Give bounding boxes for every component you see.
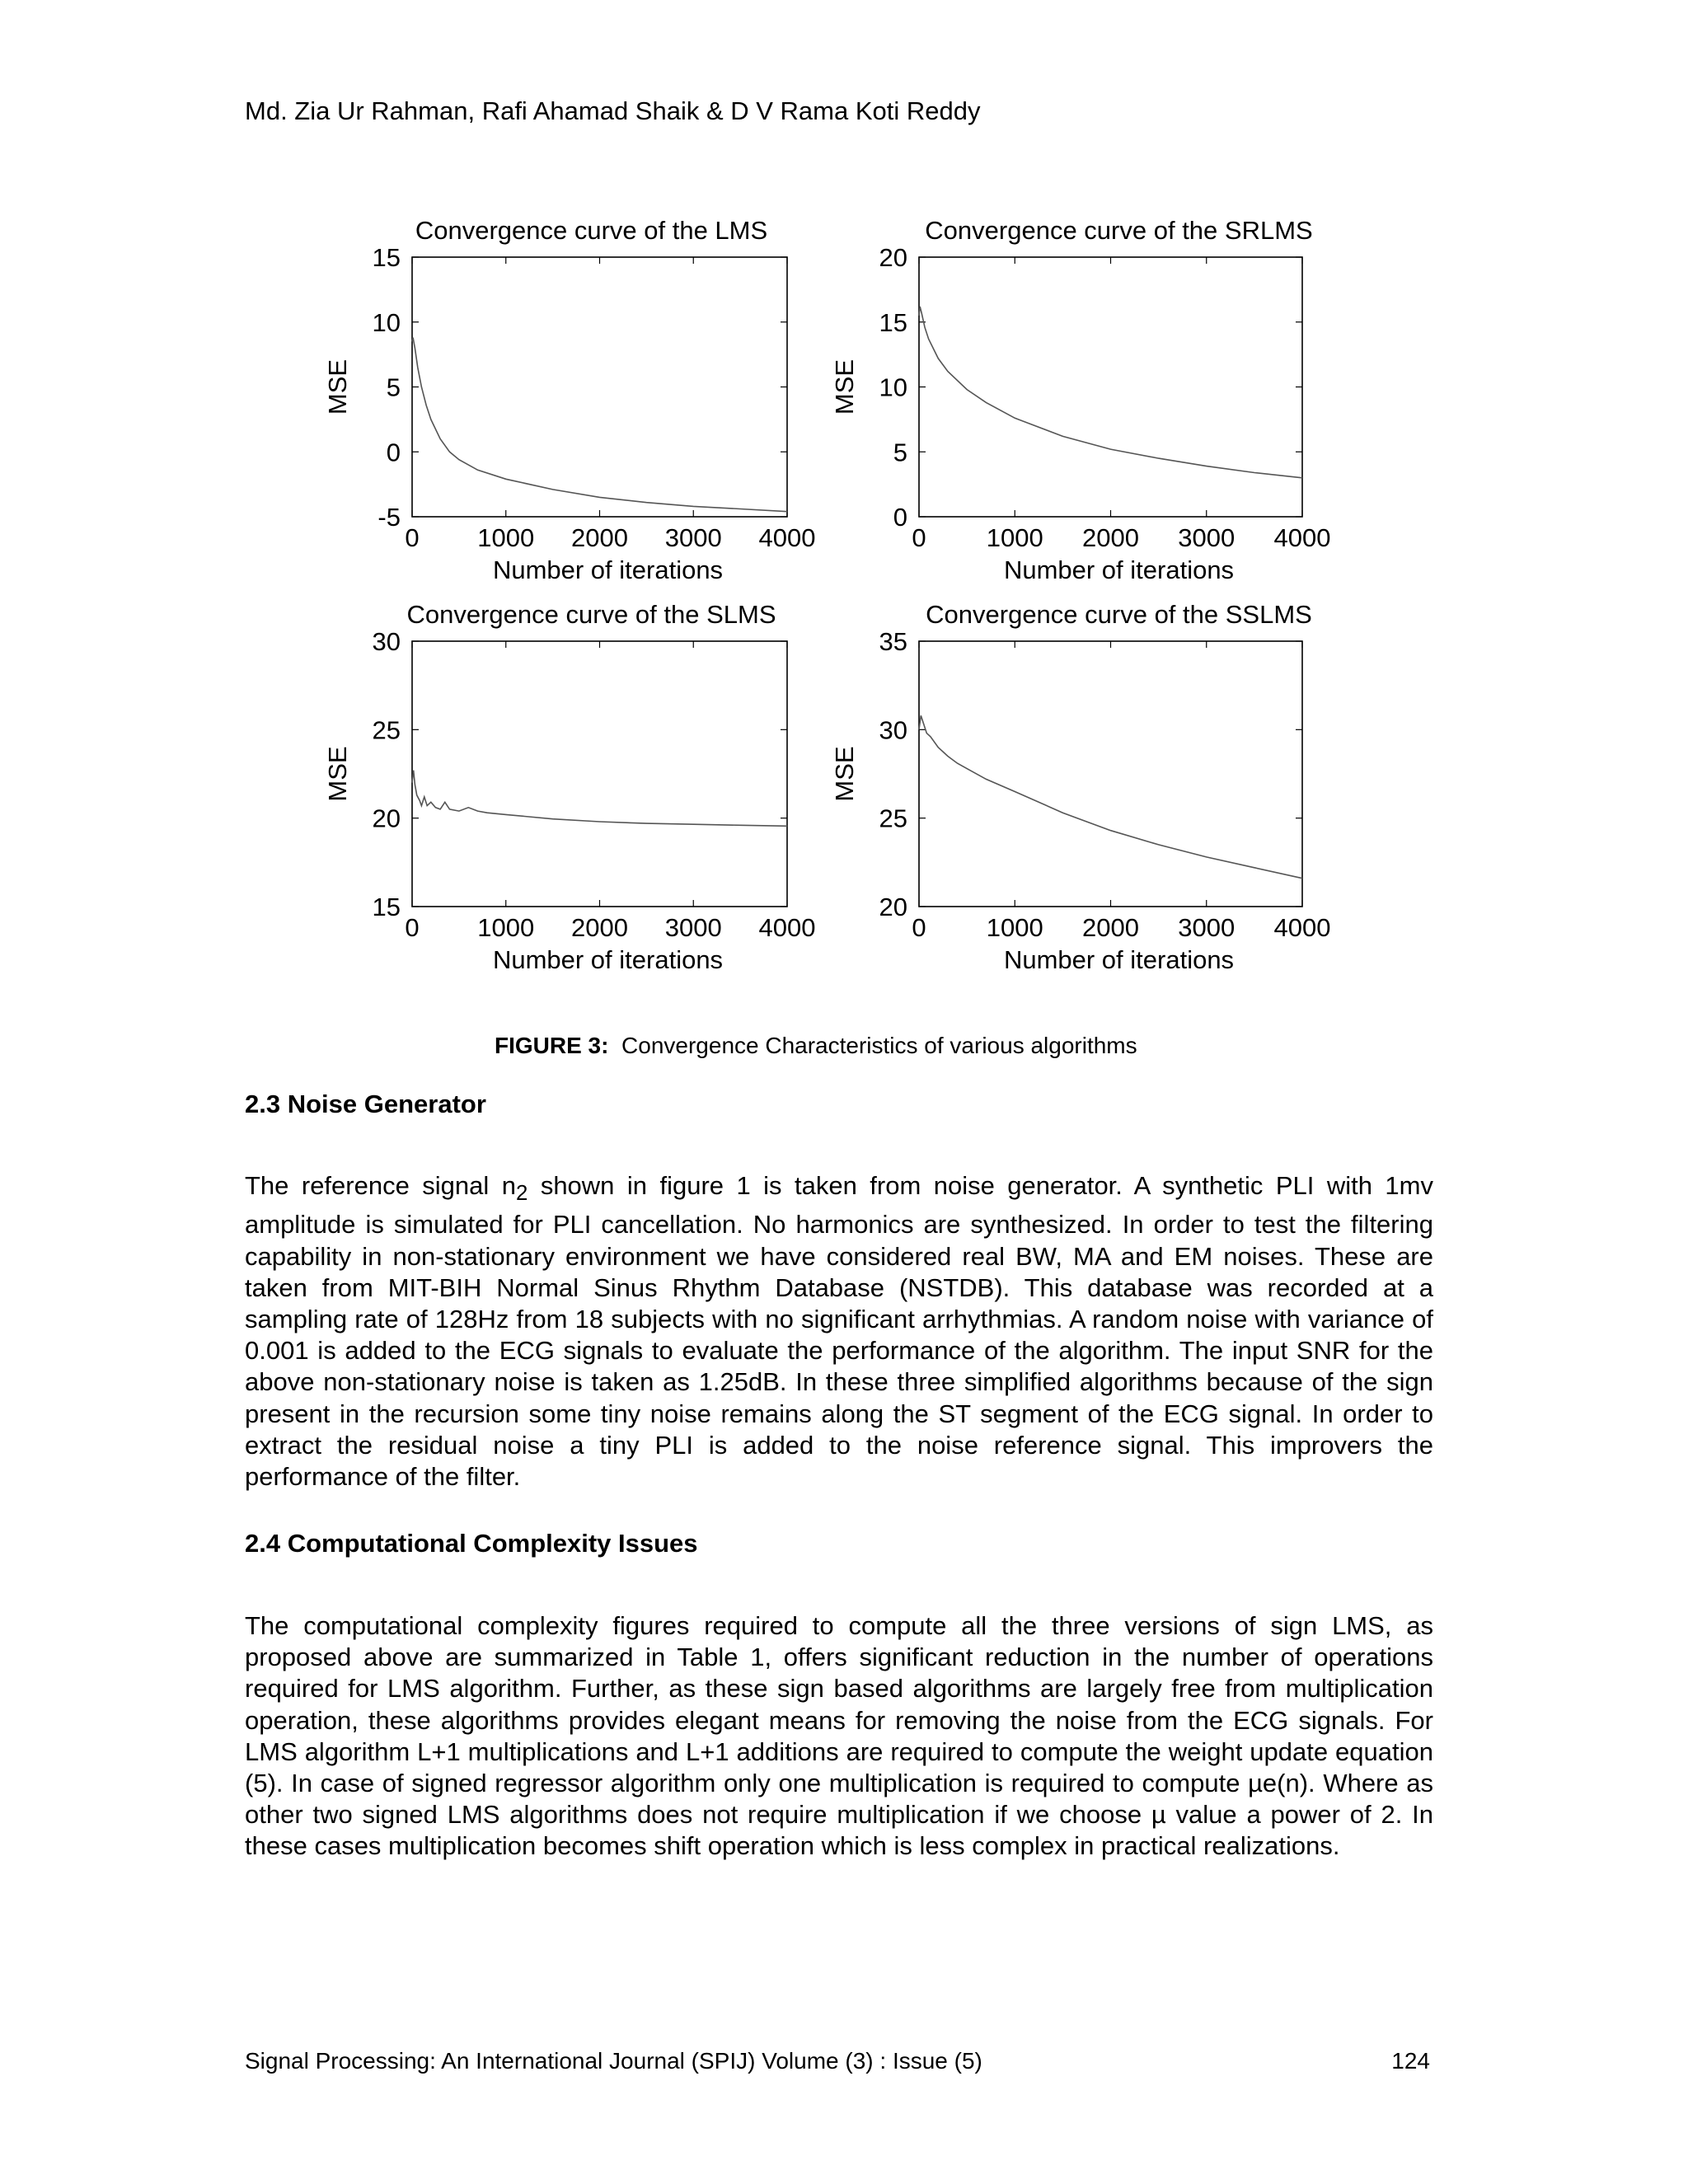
x-tick-label: 0 [405,523,420,552]
x-tick-label: 3000 [1178,913,1236,942]
x-tick-label: 0 [405,913,420,942]
x-tick-label: 1000 [986,913,1043,942]
section-heading-2-4: 2.4 Computational Complexity Issues [245,1529,698,1558]
x-tick-label: 4000 [758,523,816,552]
section-2-4-text: The computational complexity figures required to compute all the three versions of sign LMS, as proposed above are summarized in Table 1, offers significant reduction in the number of operations required for LMS algorithm. Further, as these sign based algorithms are largely free from multiplication operation, these algorithms provides elegant means for removing the noise from the ECG signals. For LMS algorithm L+1 multiplications and L+1 additions are required to compute the weight update equation (5). In case of signed regressor algorithm only one multiplication is required to compute µe(n). Where as other two signed LMS algorithms does not require multiplication if we choose µ value a power of 2. In these cases multiplication becomes shift operation which is less complex in practical realizations. [245,1611,1433,1861]
y-axis-label-1: MSE [323,359,352,415]
x-axis-label-2: Number of iterations [1003,555,1235,584]
figure-3 [0,0,1688,1038]
y-tick-label: 15 [372,243,401,272]
x-tick-label: 2000 [1082,523,1139,552]
x-tick-label: 2000 [571,523,628,552]
y-tick-label: 10 [372,307,401,337]
y-axis-label-2: MSE [830,359,859,415]
x-axis-label-4: Number of iterations [1003,945,1235,974]
x-tick-label: 3000 [664,913,722,942]
x-tick-label: 4000 [758,913,816,942]
y-tick-label: 30 [372,627,401,656]
y-axis-label-3: MSE [323,746,352,802]
plot-title-3: Convergence curve of the SLMS [406,600,776,629]
y-tick-label: 5 [893,438,907,467]
y-tick-label: 25 [879,804,907,833]
x-tick-label: 0 [912,913,926,942]
y-tick-label: -5 [377,503,401,532]
p1-before: The reference signal n [245,1171,516,1200]
y-tick-label: 20 [372,804,401,833]
section-heading-2-3: 2.3 Noise Generator [245,1090,486,1118]
y-tick-label: 25 [372,715,401,745]
running-header: Md. Zia Ur Rahman, Rafi Ahamad Shaik & D V Rama Koti Reddy [245,96,981,125]
y-tick-label: 30 [879,715,907,745]
y-tick-label: 15 [879,307,907,337]
x-axis-label-3: Number of iterations [492,945,724,974]
y-tick-label: 15 [372,893,401,921]
y-tick-label: 0 [386,438,401,467]
plot-frame-1 [412,257,787,517]
section-2-3-paragraph [245,1170,1433,1493]
x-tick-label: 2000 [571,913,628,942]
x-tick-label: 4000 [1273,523,1331,552]
plot-frame-2 [919,257,1302,517]
x-tick-label: 1000 [477,913,535,942]
x-tick-label: 3000 [664,523,722,552]
x-tick-label: 4000 [1273,913,1331,942]
plot-title-2: Convergence curve of the SRLMS [925,216,1313,245]
footer-journal: Signal Processing: An International Journal (SPIJ) Volume (3) : Issue (5) [245,2048,982,2074]
series-line-4 [919,715,1302,878]
caption-label: FIGURE 3: [495,1033,609,1058]
footer-page-number: 124 [1391,2048,1430,2074]
y-tick-label: 20 [879,893,907,921]
p1-after: shown in figure 1 is taken from noise generator. A synthetic PLI with 1mv amplitude is simulated for PLI cancellation. No harmonics are synthesized. In order to test the filtering capability in non-stationary environment we have considered real BW, MA and EM noises. These are taken from MIT-BIH Normal Sinus Rhythm Database (NSTDB). This database was recorded at a sampling rate of 128Hz from 18 subjects with no significant arrhythmias. A random noise with variance of 0.001 is added to the ECG signals to evaluate the performance of the algorithm. The input SNR for the above non-stationary noise is taken as 1.25dB. In these three simplified algorithms because of the sign present in the recursion some tiny noise remains along the ST segment of the ECG signal. In order to extract the residual noise a tiny PLI is added to the noise reference signal. This improvers the performance of the filter. [245,1171,1433,1492]
x-tick-label: 0 [912,523,926,552]
x-tick-label: 1000 [477,523,535,552]
y-tick-label: 10 [879,373,907,402]
series-line-2 [919,307,1302,478]
y-tick-label: 20 [879,243,907,272]
caption-text: Convergence Characteristics of various algorithms [621,1033,1137,1058]
x-tick-label: 2000 [1082,913,1139,942]
plot-frame-3 [412,641,787,907]
p1-sub: 2 [515,1182,528,1206]
y-axis-label-4: MSE [830,746,859,802]
x-axis-label-1: Number of iterations [492,555,724,584]
x-tick-label: 3000 [1178,523,1236,552]
y-tick-label: 0 [893,503,907,532]
series-line-3 [412,771,787,827]
section-2-4-paragraph [245,1610,1433,1863]
series-line-1 [412,338,787,512]
plot-title-1: Convergence curve of the LMS [415,216,768,245]
y-tick-label: 5 [386,373,401,402]
plot-title-4: Convergence curve of the SSLMS [926,600,1312,629]
x-tick-label: 1000 [986,523,1043,552]
convergence-charts [0,0,1688,1038]
y-tick-label: 35 [879,627,907,656]
figure-caption [495,1033,1137,1059]
